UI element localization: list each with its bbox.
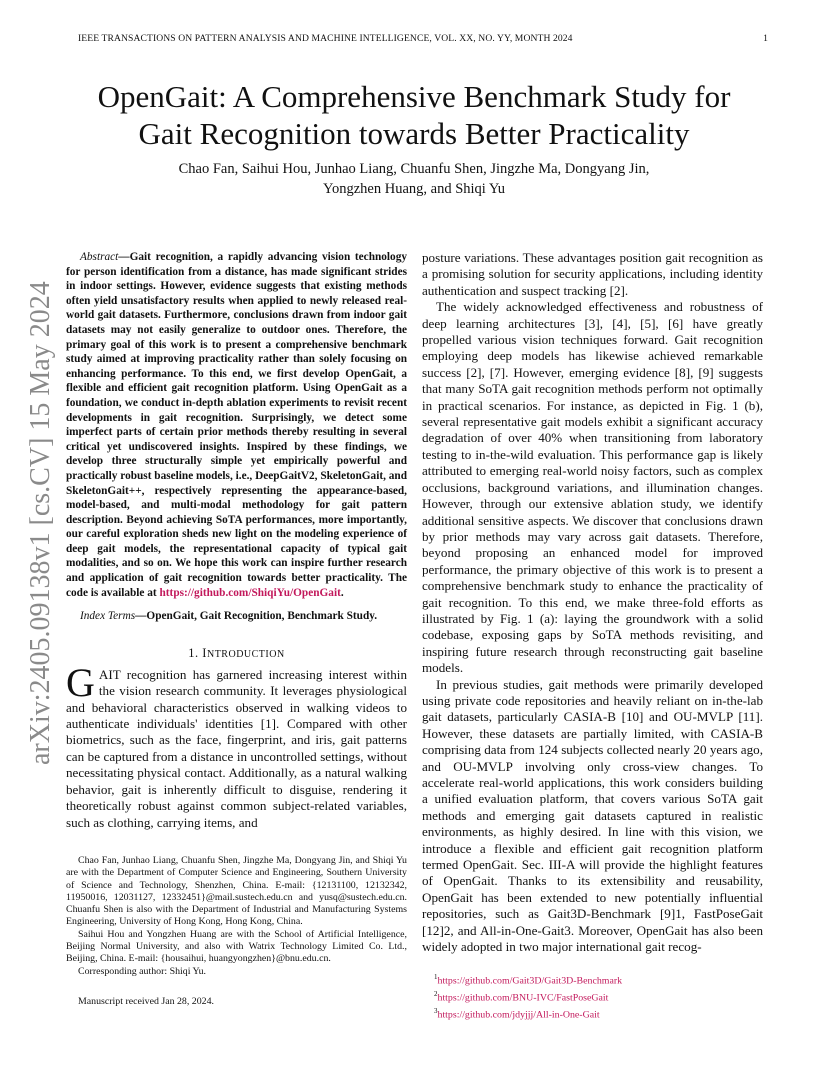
footnote-mark: 2 xyxy=(434,990,438,998)
drop-cap: G xyxy=(66,659,95,705)
footnote-url[interactable] xyxy=(434,1005,764,1022)
index-terms-lead: Index Terms xyxy=(80,610,136,623)
index-terms-text: —OpenGait, Gait Recognition, Benchmark Study. xyxy=(135,610,378,623)
footnote-url-text: https://github.com/jdyjjj/All-in-One-Gait xyxy=(437,1009,600,1021)
footnote-mark: 1 xyxy=(434,973,438,981)
code-link[interactable]: https://github.com/ShiqiYu/OpenGait xyxy=(159,586,341,599)
footnote-url-text: https://github.com/BNU-IVC/FastPoseGait xyxy=(437,992,609,1004)
author-list xyxy=(0,159,828,199)
intro-text: AIT recognition has garnered increasing interest within the vision research community. It leverages physiological and behavioral characteristics observed in walking videos to authenticate individuals' identities [1]. Compared with other biometrics, such as the face, fingerprint, and iris, gait patterns can be captured from a distance in uncontrolled settings, without necessitating physical contact. Additionally, as a natural walking behavior, gait is inherently difficult to disguise, rendering it theoretically robust against common subject-related variables, such as clothing, carrying items, and xyxy=(66,666,407,830)
url-footnotes xyxy=(434,971,764,1022)
abstract-text: —Gait recognition, a rapidly advancing vision technology for person identification from a distance, has made significant strides in indoor settings. However, evidence suggests that existing methods often yield unsatisfactory results when applied to newly released real-world gait datasets. Furthermore, conclusions drawn from indoor gait datasets may not easily generalize to outdoor ones. Therefore, the primary goal of this work is to present a comprehensive benchmark study aimed at improving practicality rather than solely focusing on enhancing performance. To this end, we first develop OpenGait, a flexible and efficient gait recognition platform. Using OpenGait as a foundation, we conduct in-depth ablation experiments to revisit recent developments in gait recognition. Surprisingly, we detect some imperfect parts of certain prior methods thereby resulting in several critical yet undiscovered insights. Inspired by these findings, we develop three structurally simple yet empirically powerful and practically robust baseline models, i.e., DeepGaitV2, SkeletonGait, and SkeletonGait++, respectively representing the appearance-based, model-based, and multi-modal methodology for gait pattern description. Beyond achieving SoTA performances, more importantly, our careful exploration sheds new light on the modeling experience of deep gait models, the representational capacity of typical gait modalities, and so on. We hope this work can inspire further research and application of gait recognition towards better practicality. The code is available at xyxy=(66,251,407,599)
footnote-mark: 3 xyxy=(434,1007,438,1015)
title-line-2: Gait Recognition towards Better Practicality xyxy=(138,116,690,151)
journal-header: IEEE TRANSACTIONS ON PATTERN ANALYSIS AND MACHINE INTELLIGENCE, VOL. XX, NO. YY, MONTH 2024 xyxy=(78,33,573,44)
running-header xyxy=(78,33,768,44)
authors-line-2: Yongzhen Huang, and Shiqi Yu xyxy=(322,181,506,197)
section-number: 1. xyxy=(188,645,199,660)
paragraph: In previous studies, gait methods were primarily developed using private code repositories and heavily reliant on in-the-lab gait datasets, particularly CASIA-B [10] and OU-MVLP [11]. However, these datasets are partially limited, with CASIA-B comprising data from 124 subjects collected nearly 20 years ago, and OU-MVLP involving only cross-view changes. To accelerate real-world applications, this work considers building a unified evaluation platform, that covers various SoTA gait methods and emerging gait datasets captured in realistic environments, as highly desired. In line with this vision, we introduce a flexible and efficient gait recognition platform termed OpenGait. Sec. III-A will provide the highlight features of OpenGait. Thanks to its extensibility and reusability, OpenGait has been extended to new potentially influential repositories, such as Gait3D-Benchmark [9]1, FastPoseGait [12]2, and All-in-One-Gait3. Moreover, OpenGait has also been widely adopted in two major international gait recog- xyxy=(422,676,763,955)
page-number: 1 xyxy=(763,33,768,44)
authors-line-1: Chao Fan, Saihui Hou, Junhao Liang, Chuanfu Shen, Jingzhe Ma, Dongyang Jin, xyxy=(178,161,650,177)
footnote-url-text: https://github.com/Gait3D/Gait3D-Benchmark xyxy=(437,975,623,987)
intro-paragraph xyxy=(66,659,407,831)
section-first-letter: I xyxy=(202,645,207,660)
section-heading xyxy=(66,646,407,661)
abstract-end: . xyxy=(340,586,344,599)
affiliation-footnotes xyxy=(66,855,407,1007)
abstract-lead: Abstract xyxy=(80,251,119,263)
arxiv-stamp: arXiv:2405.09138v1 [cs.CV] 15 May 2024 xyxy=(25,281,56,765)
abstract xyxy=(66,250,407,600)
footnote-url[interactable] xyxy=(434,971,764,988)
section-title-rest: NTRODUCTION xyxy=(206,648,285,660)
paragraph: The widely acknowledged effectiveness and robustness of deep learning architectures [3], [4], [5], [6] have greatly propelled various vision techniques forward. Gait recognition employing deep models has likewise achieved remarkable success [2], [7]. However, emerging evidence [8], [9] suggests that many SoTA gait recognition methods perform not optimally in practical scenarios. For instance, as depicted in Fig. 1 (b), several representative gait models exhibit a significant accuracy degradation of over 40% when transitioning from laboratory testing to in-the-wild evaluation. This performance gap is likely attributed to emerging real-world noisy factors, such as complex occlusions, background variations, and illumination changes. However, through our extensive ablation study, we identify additional sensitive aspects. We discover that conclusions drawn by prior methods may vary across gait datasets. Therefore, beyond proposing an enhanced model for improved performance, the primary objective of this work is to present a comprehensive benchmark study to enhance the practicality of gait recognition. To this end, we make three-fold efforts as illustrated by Fig. 1 (a): laying the groundwork with a solid codebase, exposing gaps by SoTA methods revisiting, and inspiring future research through reconstructing gait baseline models. xyxy=(422,299,763,676)
index-terms xyxy=(66,609,407,624)
right-column xyxy=(422,250,763,955)
footnote-url[interactable] xyxy=(434,988,764,1005)
title-line-1: OpenGait: A Comprehensive Benchmark Study for xyxy=(97,79,731,114)
left-column xyxy=(66,250,407,831)
paper-title xyxy=(0,78,828,152)
paragraph: posture variations. These advantages position gait recognition as a promising solution for security applications, including identity authentication and suspect tracking [2]. xyxy=(422,250,763,298)
footnote-affiliation-2: Saihui Hou and Yongzhen Huang are with the School of Artificial Intelligence, Beijing Normal University, and also with Watrix Technology Limited Co. Ltd., Beijing, China. E-mail: {housaihui, huangyongzhen}@bnu.edu.cn. xyxy=(66,928,407,965)
footnote-affiliation-1: Chao Fan, Junhao Liang, Chuanfu Shen, Jingzhe Ma, Dongyang Jin, and Shiqi Yu are with the Department of Computer Science and Engineering, Southern University of Science and Technology, Shenzhen, China. E-mail: {12131100, 12132342, 11950016, 12031127, 12332451}@mail.sustech.edu.cn and yusq@sustech.edu.cn. Chuanfu Shen is also with the Department of Industrial and Manufacturing Systems Engineering, University of Hong Kong, Hong Kong, China. xyxy=(66,855,407,928)
footnote-corresponding: Corresponding author: Shiqi Yu. xyxy=(78,965,207,977)
manuscript-date: Manuscript received Jan 28, 2024. xyxy=(78,995,215,1007)
